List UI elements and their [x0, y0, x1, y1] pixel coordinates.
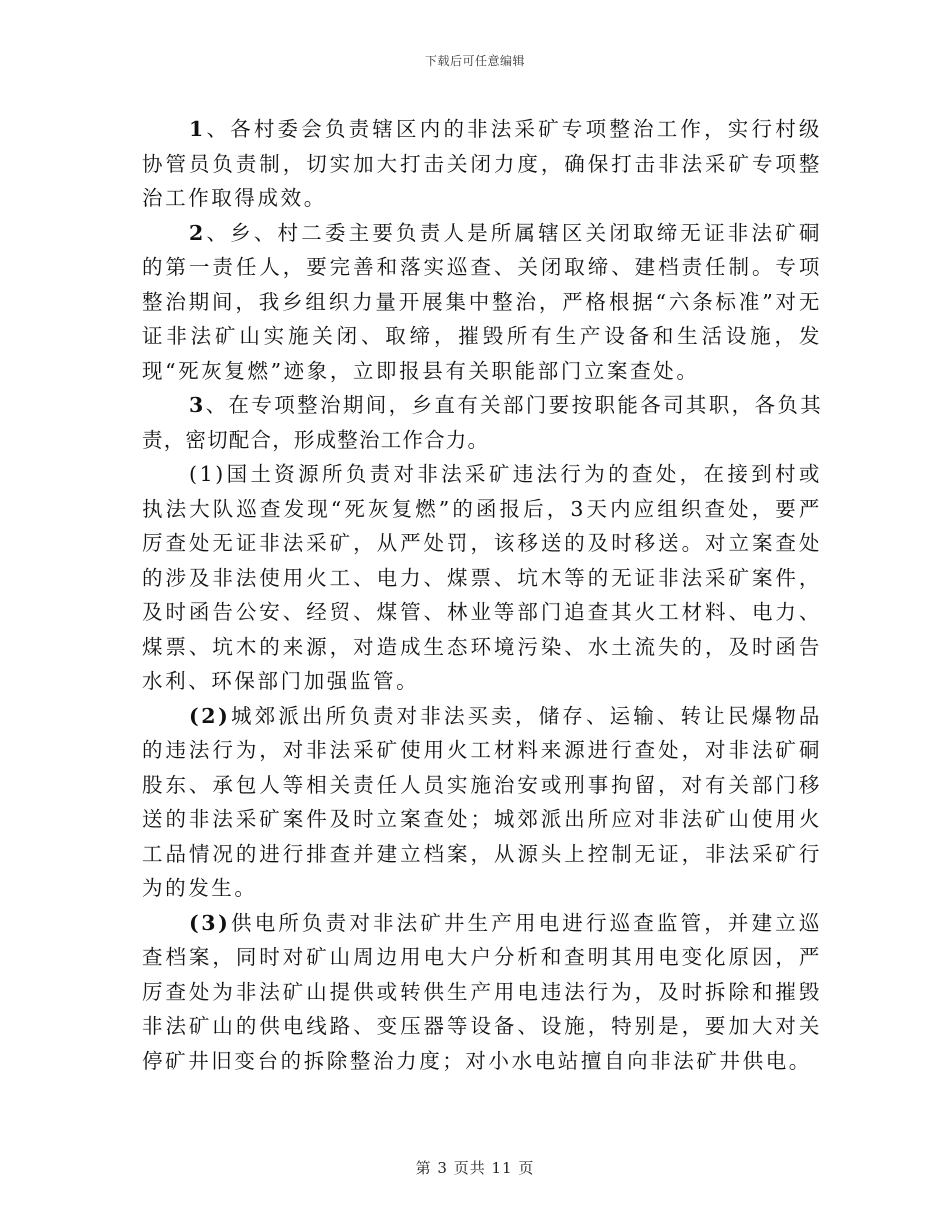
paragraph-3-1-number: (1): [189, 462, 226, 486]
paragraph-3-2: [142, 699, 822, 906]
paragraph-1: [142, 112, 822, 216]
document-body: [142, 112, 822, 1078]
paragraph-3-2-text: 城郊派出所负责对非法买卖，储存、运输、转让民爆物品的违法行为，对非法采矿使用火工材料来源进行查处，对非法矿硐股东、承包人等相关责任人员实施治安或刑事拘留，对有关部门移送的非法采矿案件及时立案查处；城郊派出所应对非法矿山使用火工品情况的进行排查并建立档案，从源头上控制无证，非法采矿行为的发生。: [142, 703, 822, 900]
paragraph-3-3-text: 供电所负责对非法矿井生产用电进行巡查监管，并建立巡查档案，同时对矿山周边用电大户分析和查明其用电变化原因，严厉查处为非法矿山提供或转供生产用电违法行为，及时拆除和摧毁非法矿山的供电线路、变压器等设备、设施，特别是，要加大对关停矿井旧变台的拆除整治力度；对小水电站擅自向非法矿井供电。: [142, 910, 822, 1073]
paragraph-3-text: 、在专项整治期间，乡直有关部门要按职能各司其职，各负其责，密切配合，形成整治工作合力。: [142, 393, 822, 452]
paragraph-3: [142, 388, 822, 457]
paragraph-2-text: 、乡、村二委主要负责人是所属辖区关闭取缔无证非法矿硐的第一责任人，要完善和落实巡查、关闭取缔、建档责任制。专项整治期间，我乡组织力量开展集中整治，严格根据“六条标准”对无证非法矿山实施关闭、取缔，摧毁所有生产设备和生活设施，发现“死灰复燃”迹象，立即报县有关职能部门立案查处。: [142, 220, 822, 383]
page-footer: 第 3 页共 11 页: [415, 1159, 535, 1177]
paragraph-1-number: 1: [189, 117, 206, 141]
paragraph-3-3: [142, 906, 822, 1079]
paragraph-3-1-text: 国土资源所负责对非法采矿违法行为的查处，在接到村或执法大队巡查发现“死灰复燃”的函报后，3天内应组织查处，要严厉查处无证非法采矿，从严处罚，该移送的及时移送。对立案查处的涉及非法使用火工、电力、煤票、坑木等的无证非法采矿案件，及时函告公安、经贸、煤管、林业等部门追查其火工材料、电力、煤票、坑木的来源，对造成生态环境污染、水土流失的，及时函告水利、环保部门加强监管。: [142, 462, 822, 693]
paragraph-1-text: 、各村委会负责辖区内的非法采矿专项整治工作，实行村级协管员负责制，切实加大打击关闭力度，确保打击非法采矿专项整治工作取得成效。: [142, 117, 822, 210]
paragraph-3-3-number: (3): [189, 910, 231, 935]
paragraph-2-number: 2: [189, 220, 206, 245]
paragraph-3-number: 3: [189, 393, 205, 417]
paragraph-2: [142, 216, 822, 389]
page-header: 下载后可任意编辑: [424, 54, 525, 68]
paragraph-3-2-number: (2): [189, 703, 231, 728]
paragraph-3-1: [142, 457, 822, 699]
